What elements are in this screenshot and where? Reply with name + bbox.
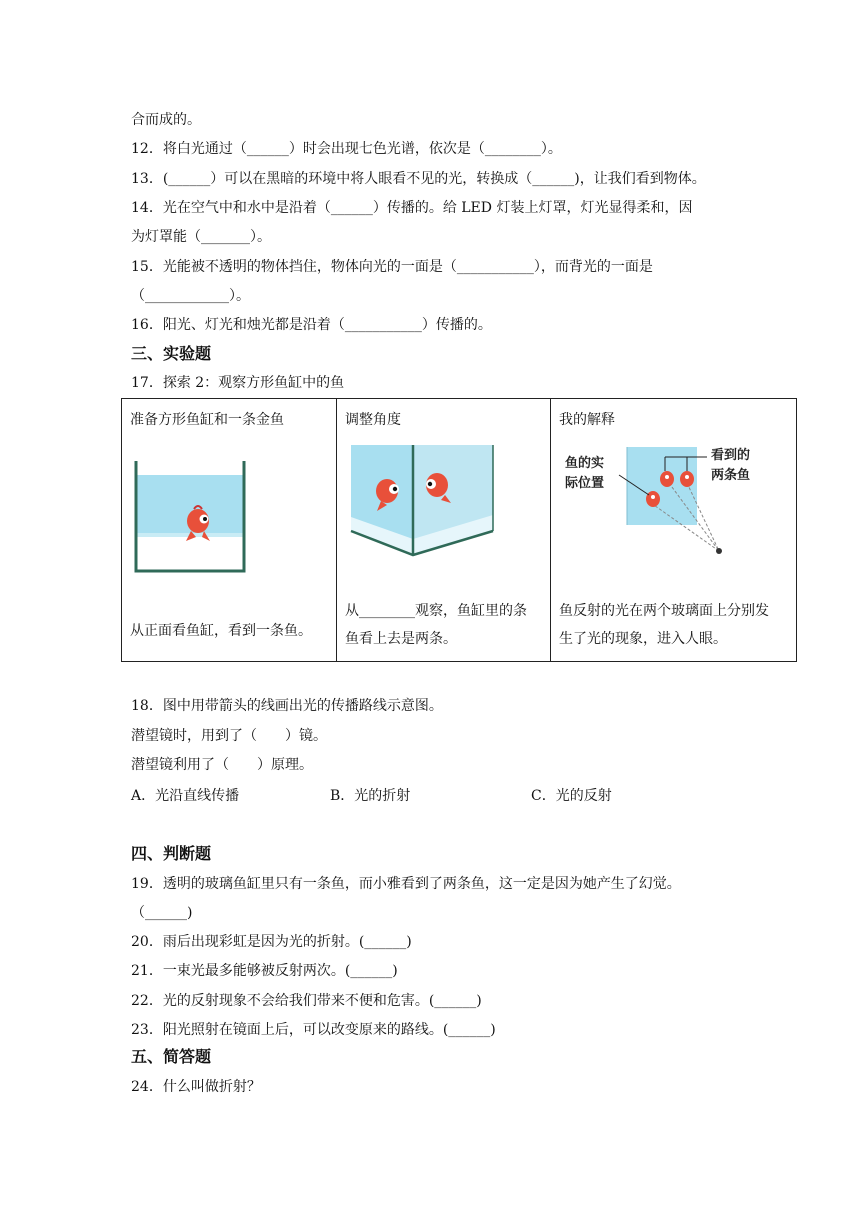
cell-adjust-foot [345,597,527,653]
cell-adjust-foot-line-1: 从________观察，鱼缸里的条 [345,603,527,619]
question-18-line-1: 18．图中用带箭头的线画出光的传播路线示意图。 [131,698,443,714]
question-13: 13．(______）可以在黑暗的环境中将人眼看不见的光，转换成（______)，让我们看到物体。 [131,171,706,187]
label-actual-position-2: 际位置 [565,476,605,491]
cell-explain-foot-line-1: 鱼反射的光在两个玻璃面上分别发 [559,603,769,619]
question-12: 12．将白光通过（______）时会出现七色光谱，依次是（________）。 [131,141,562,157]
fish-seen-left-icon [660,471,674,487]
experiment-table [121,398,797,662]
question-22: 22．光的反射现象不会给我们带来不便和危害。(______) [131,993,482,1009]
q11-tail: 合而成的。 [131,112,201,128]
question-18-options [131,785,691,805]
cell-adjust-head: 调整角度 [345,412,401,428]
question-14-line-2: 为灯罩能（_______）。 [131,229,271,245]
cell-explain-foot-line-2: 生了光的现象，进入人眼。 [559,631,727,647]
cell-prepare-foot: 从正面看鱼缸，看到一条鱼。 [130,623,312,639]
eye-icon [716,548,722,554]
cell-prepare-head: 准备方形鱼缸和一条金鱼 [130,412,284,428]
question-20: 20．雨后出现彩虹是因为光的折射。(______) [131,934,412,950]
section-5-heading: 五、简答题 [131,1047,212,1066]
fish-actual-icon [646,491,660,507]
option-c[interactable]: C．光的反射 [531,788,612,804]
question-14-line-1: 14．光在空气中和水中是沿着（______）传播的。给 LED 灯装上灯罩，灯光显得柔和，因 [131,200,693,216]
label-actual-position-1: 鱼的实 [565,456,605,471]
question-19-line-1: 19．透明的玻璃鱼缸里只有一条鱼，而小雅看到了两条鱼，这一定是因为她产生了幻觉。 [131,876,681,892]
section-3-heading: 三、实验题 [131,344,212,363]
label-seen-two-fish-2: 两条鱼 [711,468,751,483]
question-24: 24．什么叫做折射？ [131,1079,261,1095]
question-16: 16．阳光、灯光和烛光都是沿着（___________）传播的。 [131,317,492,333]
question-15-line-1: 15．光能被不透明的物体挡住，物体向光的一面是（___________），而背光的一面是 [131,259,653,275]
option-b[interactable]: B．光的折射 [330,788,411,804]
question-15-line-2: （____________）。 [131,288,250,304]
label-seen-two-fish-1: 看到的 [711,448,751,463]
question-18-line-3: 潜望镜利用了（ ）原理。 [131,757,313,773]
cell-explain [551,399,797,662]
section-4-heading: 四、判断题 [131,844,212,863]
question-17-title: 17．探索 2：观察方形鱼缸中的鱼 [131,375,345,391]
cell-adjust [337,399,551,662]
question-19-line-2: （______) [131,905,193,921]
question-21: 21．一束光最多能够被反射两次。(______) [131,963,398,979]
fish-seen-right-icon [680,471,694,487]
square-tank-front-image [134,459,248,573]
cell-explain-head: 我的解释 [559,412,615,428]
tilted-tank-image [349,443,495,561]
cell-explain-foot [559,597,769,653]
cell-adjust-foot-line-2: 鱼看上去是两条。 [345,631,457,647]
question-18-line-2: 潜望镜时，用到了（ ）镜。 [131,728,327,744]
explanation-diagram [561,443,789,561]
cell-prepare [122,399,337,662]
option-a[interactable]: A．光沿直线传播 [131,788,240,804]
question-23: 23．阳光照射在镜面上后，可以改变原来的路线。(______) [131,1022,496,1038]
